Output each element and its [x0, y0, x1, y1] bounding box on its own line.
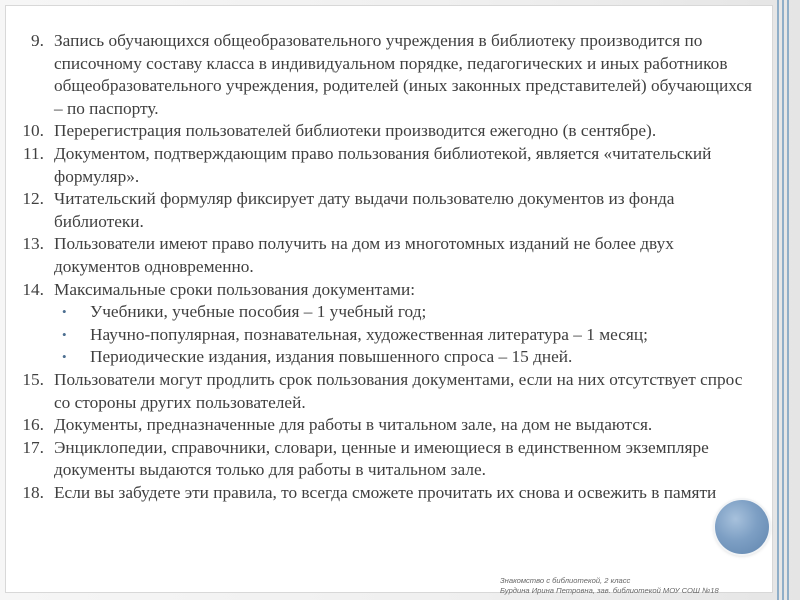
item-text: Запись обучающихся общеобразовательного учреждения в библиотеку производится по списочному составу класса в индивидуальном порядке, педагогических и иных работников общеобразовательного учреждения, родителей (иных законных представителей) обучающихся – по паспорту. — [54, 31, 752, 118]
item-text: Читательский формуляр фиксирует дату выдачи пользователю документов из фонда библиотеки. — [54, 189, 675, 231]
list-item — [0, 437, 760, 482]
sub-list-item — [0, 324, 760, 347]
item-number: 11. — [23, 143, 44, 163]
item-text: Максимальные сроки пользования документами: — [54, 279, 415, 299]
bullet-icon: • — [62, 304, 67, 320]
rules-list — [0, 30, 760, 504]
item-number: 9. — [31, 31, 44, 50]
item-text: Энциклопедии, справочники, словари, ценные и имеющиеся в единственном экземпляре документы выдаются только для работы в читальном зале. — [54, 437, 709, 480]
item-text: Документы, предназначенные для работы в читальном зале, на дом не выдаются. — [54, 415, 653, 435]
item-number: 10. — [22, 121, 44, 141]
decorative-stripe — [782, 0, 784, 600]
item-text: Если вы забудете эти правила, то всегда сможете прочитать их снова и освежить в памяти — [54, 482, 717, 502]
sub-item-text: Периодические издания, издания повышенного спроса – 15 дней. — [90, 347, 573, 367]
bullet-icon: • — [62, 326, 67, 342]
list-item — [0, 30, 760, 120]
list-item — [0, 482, 760, 505]
item-text: Документом, подтверждающим право пользования библиотекой, является «читательский формуляр». — [54, 143, 712, 186]
item-number: 12. — [22, 189, 44, 209]
footer-line-2: Бурдина Ирина Петровна, зав. библиотекой МОУ СОШ №18 — [500, 586, 719, 595]
sub-list-item — [0, 346, 760, 369]
item-text: Пользователи имеют право получить на дом из многотомных изданий не более двух документов одновременно. — [54, 234, 674, 276]
list-item — [0, 120, 760, 143]
sub-item-text: Научно-популярная, познавательная, художественная литература – 1 месяц; — [90, 324, 648, 344]
footer-line-1: Знакомство с библиотекой, 2 класс — [500, 576, 631, 585]
item-text: Пользователи могут продлить срок пользования документами, если на них отсутствует спрос со стороны других пользователей. — [54, 369, 743, 412]
item-number: 13. — [22, 234, 44, 254]
list-item — [0, 143, 760, 188]
item-text: Перерегистрация пользователей библиотеки производится ежегодно (в сентябре). — [54, 121, 657, 141]
decorative-circle — [715, 500, 769, 554]
item-number: 17. — [22, 437, 44, 457]
list-item — [0, 369, 760, 414]
decorative-stripe — [787, 0, 789, 600]
item-number: 15. — [22, 369, 44, 389]
list-item — [0, 414, 760, 437]
list-item — [0, 279, 760, 302]
list-item — [0, 188, 760, 233]
sub-list-item — [0, 301, 760, 324]
item-number: 16. — [22, 415, 44, 435]
list-item — [0, 233, 760, 278]
slide-footer — [500, 576, 719, 596]
bullet-icon: • — [62, 349, 67, 365]
item-number: 18. — [22, 482, 44, 502]
sub-item-text: Учебники, учебные пособия – 1 учебный год; — [90, 302, 427, 322]
decorative-stripe — [777, 0, 779, 600]
item-number: 14. — [22, 279, 44, 299]
